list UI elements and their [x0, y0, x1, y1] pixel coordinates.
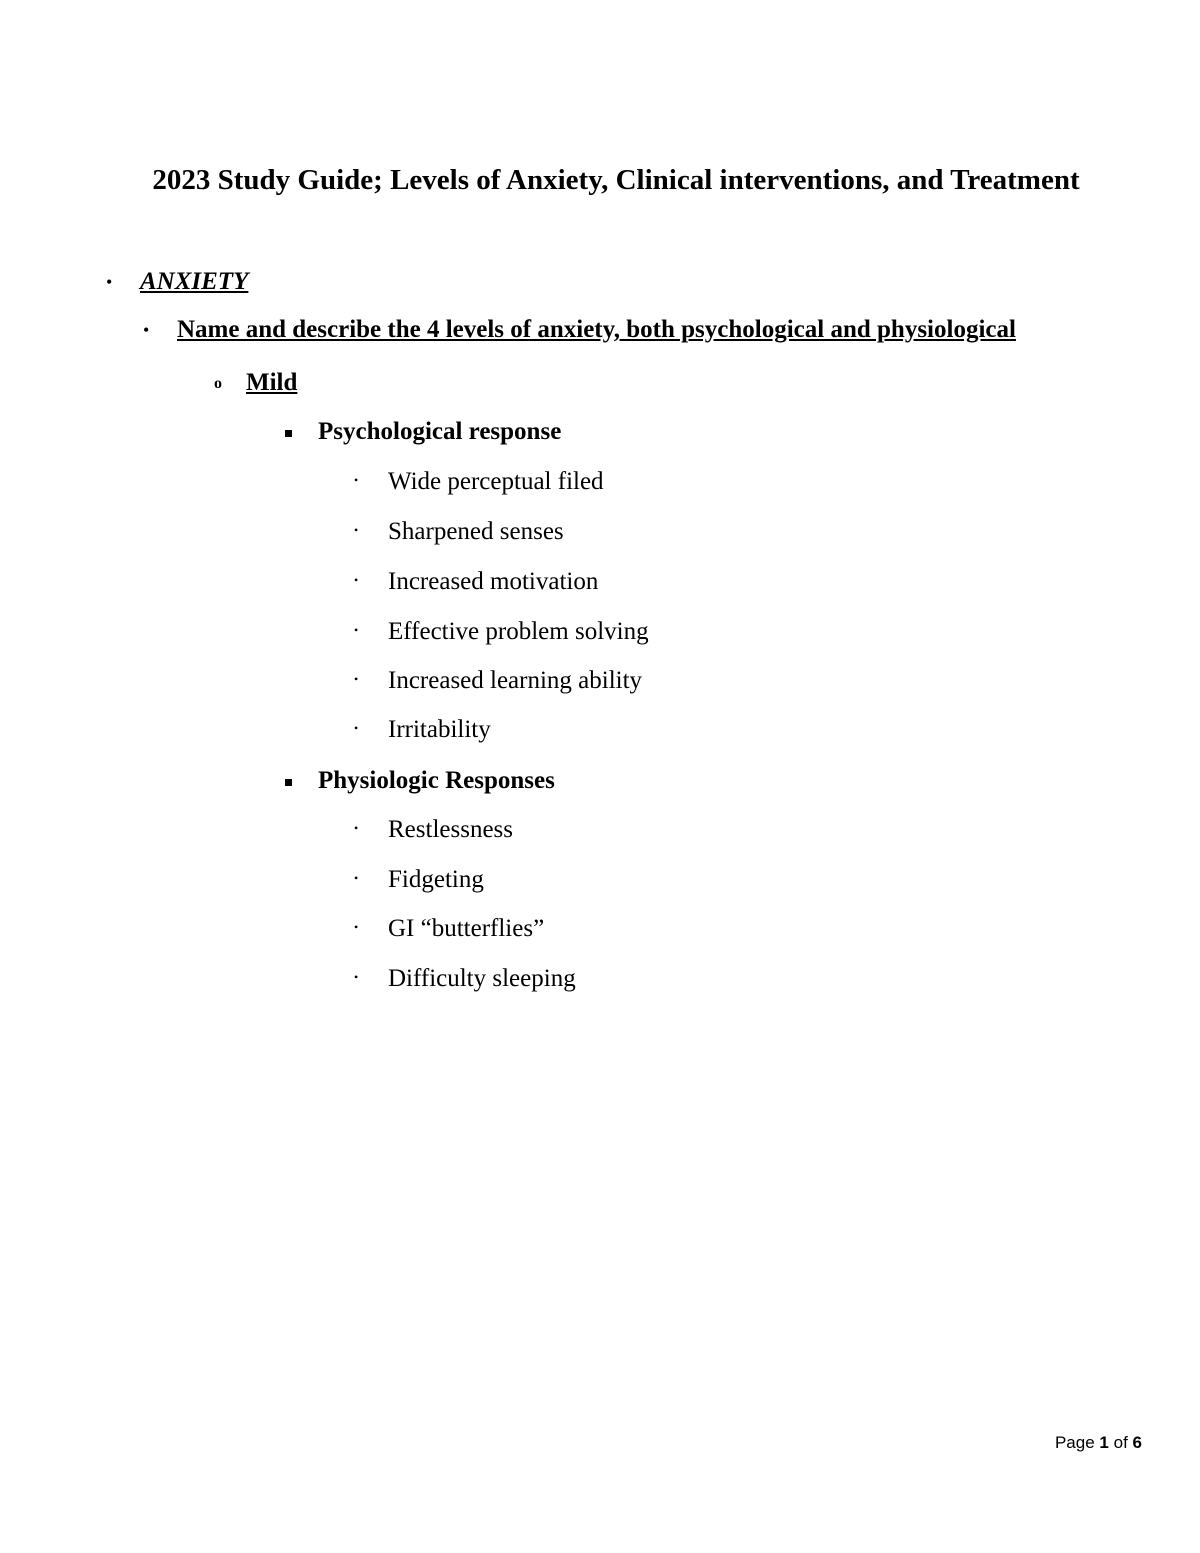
psychological-response-heading [318, 418, 561, 446]
of-word: of [1113, 1433, 1128, 1452]
circle-bullet-icon: o [214, 375, 222, 392]
list-item [354, 618, 649, 646]
level-heading-label: Mild [246, 369, 298, 396]
psychological-response-label: Psychological response [318, 418, 562, 445]
list-item-text: Wide perceptual filed [388, 468, 604, 495]
bullet-icon: • [106, 272, 113, 292]
dot-bullet-icon: • [354, 623, 359, 637]
page-word: Page [1054, 1433, 1095, 1452]
dot-bullet-icon: • [354, 970, 359, 984]
physiologic-responses-heading [318, 767, 555, 795]
list-item [354, 568, 599, 596]
page-title: 2023 Study Guide; Levels of Anxiety, Clinical interventions, and Treatment [152, 164, 1080, 196]
question-heading [143, 316, 1016, 344]
section-heading-anxiety [106, 268, 249, 296]
dot-bullet-icon: • [354, 473, 359, 487]
section-heading-label: ANXIETY [140, 268, 249, 295]
list-item-text: Restlessness [388, 816, 513, 843]
list-item-text: Increased motivation [388, 568, 599, 595]
list-item-text: Difficulty sleeping [388, 965, 576, 992]
list-item [354, 667, 643, 695]
list-item-text: GI “butterflies” [388, 915, 545, 942]
question-heading-label: Name and describe the 4 levels of anxiety, both psychological and physiological [177, 316, 1016, 343]
page-total: 6 [1132, 1433, 1142, 1452]
list-item [354, 866, 484, 894]
bullet-icon: • [143, 320, 150, 340]
list-item [354, 915, 545, 943]
list-item [354, 965, 576, 993]
list-item [354, 816, 513, 844]
square-bullet-icon [285, 430, 292, 437]
list-item-text: Fidgeting [388, 866, 484, 893]
page-number-footer [1055, 1433, 1142, 1453]
physiologic-responses-label: Physiologic Responses [318, 767, 555, 794]
list-item-text: Irritability [388, 716, 491, 743]
dot-bullet-icon: • [354, 721, 359, 735]
dot-bullet-icon: • [354, 523, 359, 537]
list-item [354, 518, 564, 546]
dot-bullet-icon: • [354, 920, 359, 934]
list-item-text: Effective problem solving [388, 618, 649, 645]
dot-bullet-icon: • [354, 573, 359, 587]
dot-bullet-icon: • [354, 672, 359, 686]
dot-bullet-icon: • [354, 871, 359, 885]
dot-bullet-icon: • [354, 821, 359, 835]
list-item-text: Sharpened senses [388, 518, 564, 545]
list-item [354, 716, 491, 744]
square-bullet-icon [285, 779, 292, 786]
page-current: 1 [1099, 1433, 1109, 1452]
level-heading-mild [214, 369, 298, 397]
list-item-text: Increased learning ability [388, 667, 643, 694]
list-item [354, 468, 604, 496]
